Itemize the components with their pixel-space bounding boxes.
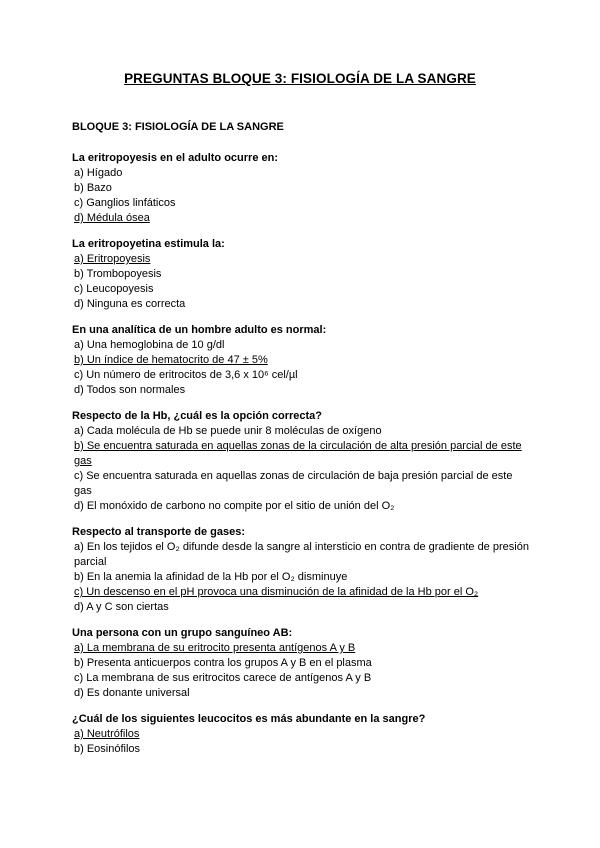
answer-option: a) Una hemoglobina de 10 g/dl — [74, 339, 225, 351]
question-list — [72, 151, 532, 757]
question-text: Respecto al transporte de gases: — [72, 526, 246, 538]
answer-option: c) Un número de eritrocitos de 3,6 x 10⁶ cel/µl — [74, 369, 298, 381]
question-text: En una analítica de un hombre adulto es normal: — [72, 324, 327, 336]
question-block — [72, 626, 532, 701]
answer-option: a) Hígado — [74, 167, 123, 179]
answer-option: a) En los tejidos el O₂ difunde desde la sangre al intersticio en contra de gradiente de presión parcial — [74, 541, 529, 568]
answer-option: d) Todos son normales — [74, 384, 186, 396]
question-text: ¿Cuál de los siguientes leucocitos es más abundante en la sangre? — [72, 713, 426, 725]
question-text: Una persona con un grupo sanguíneo AB: — [72, 627, 293, 639]
question-block — [72, 151, 532, 226]
question-block — [72, 237, 532, 312]
questions-content — [72, 121, 532, 768]
section-heading: BLOQUE 3: FISIOLOGÍA DE LA SANGRE — [72, 121, 284, 133]
answer-option: c) Leucopoyesis — [74, 283, 154, 295]
answer-option: b) Bazo — [74, 182, 112, 194]
question-block — [72, 409, 532, 514]
answer-option-correct: b) Se encuentra saturada en aquellas zonas de la circulación de alta presión parcial de este gas — [74, 440, 522, 467]
answer-option: a) Cada molécula de Hb se puede unir 8 moléculas de oxígeno — [74, 425, 382, 437]
answer-option: c) Ganglios linfáticos — [74, 197, 176, 209]
question-text: La eritropoyesis en el adulto ocurre en: — [72, 152, 278, 164]
answer-option-correct: d) Médula ósea — [74, 212, 150, 224]
question-text: Respecto de la Hb, ¿cuál es la opción correcta? — [72, 410, 323, 422]
answer-option: b) Presenta anticuerpos contra los grupos A y B en el plasma — [74, 657, 372, 669]
answer-option: d) El monóxido de carbono no compite por el sitio de unión del O₂ — [74, 500, 395, 512]
question-block — [72, 525, 532, 615]
answer-option: b) Eosinófilos — [74, 743, 141, 755]
question-block — [72, 712, 532, 757]
answer-option: c) Se encuentra saturada en aquellas zonas de circulación de baja presión parcial de este gas — [74, 470, 513, 497]
answer-option: d) Ninguna es correcta — [74, 298, 186, 310]
answer-option-correct: c) Un descenso en el pH provoca una disminución de la afinidad de la Hb por el O₂ — [74, 586, 479, 598]
answer-option: b) En la anemia la afinidad de la Hb por el O₂ disminuye — [74, 571, 348, 583]
answer-option: c) La membrana de sus eritrocitos carece de antígenos A y B — [74, 672, 372, 684]
answer-option-correct: a) La membrana de su eritrocito presenta antígenos A y B — [74, 642, 356, 654]
question-text: La eritropoyetina estimula la: — [72, 238, 225, 250]
answer-option: d) Es donante universal — [74, 687, 190, 699]
answer-option-correct: b) Un índice de hematocrito de 47 ± 5% — [74, 354, 268, 366]
answer-option-correct: a) Eritropoyesis — [74, 253, 151, 265]
answer-option-correct: a) Neutrófilos — [74, 728, 140, 740]
page-title: PREGUNTAS BLOQUE 3: FISIOLOGÍA DE LA SANGRE — [124, 71, 476, 86]
question-block — [72, 323, 532, 398]
answer-option: b) Trombopoyesis — [74, 268, 162, 280]
answer-option: d) A y C son ciertas — [74, 601, 169, 613]
